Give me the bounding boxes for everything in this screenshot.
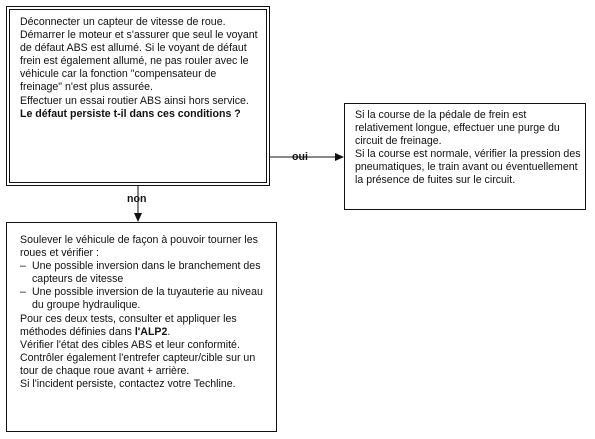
yes-arrowhead: [335, 153, 344, 161]
no-line-3: Si l'incident persiste, contactez votre Techline.: [20, 378, 236, 391]
no-intro: Soulever le véhicule de façon à pouvoir tourner les roues et vérifier :: [20, 234, 258, 260]
reference-line: [20, 313, 268, 339]
yes-line-1: Si la course de la pédale de frein est relativement longue, effectuer une purge du circuit de freinage.: [355, 109, 560, 148]
reference-after: .: [167, 325, 171, 338]
check-item-1: – Une possible inversion dans le branchement des capteurs de vitesse: [20, 260, 268, 286]
question-text: Le défaut persiste t-il dans ces conditions ?: [20, 107, 241, 120]
check-list: [20, 260, 268, 312]
no-action-text: [20, 234, 268, 391]
no-arrowhead: [134, 213, 142, 222]
no-line-1: Vérifier l'état des cibles ABS et leur conformité.: [20, 338, 240, 351]
question-line-1: Déconnecter un capteur de vitesse de roue.: [20, 16, 226, 28]
check-item-2: – Une possible inversion de la tuyauterie au niveau du groupe hydraulique.: [20, 286, 268, 312]
reference-doc: l'ALP2: [134, 325, 168, 338]
reference-before: Pour ces deux tests, consulter et appliquer les méthodes définies dans: [20, 312, 237, 338]
question-line-3: Effectuer un essai routier ABS ainsi hors service.: [20, 94, 249, 107]
yes-action-text: [355, 109, 581, 188]
question-box: [20, 16, 258, 121]
yes-line-2: Si la course est normale, vérifier la pression des pneumatiques, le train avant ou éventuellement la présence de fuites sur le circuit.: [355, 148, 581, 187]
yes-label: oui: [292, 151, 308, 163]
no-line-2: Contrôler également l'entrefer capteur/cible sur un tour de chaque roue avant + arrière.: [20, 351, 256, 377]
no-label: non: [127, 193, 147, 205]
question-line-2: Démarrer le moteur et s'assurer que seul le voyant de défaut ABS est allumé. Si le voyant de défaut frein est également allumé, ne pas rouler avec le véhicule car la fonction "compensateur de freinage" n'est plus assurée.: [20, 29, 258, 94]
